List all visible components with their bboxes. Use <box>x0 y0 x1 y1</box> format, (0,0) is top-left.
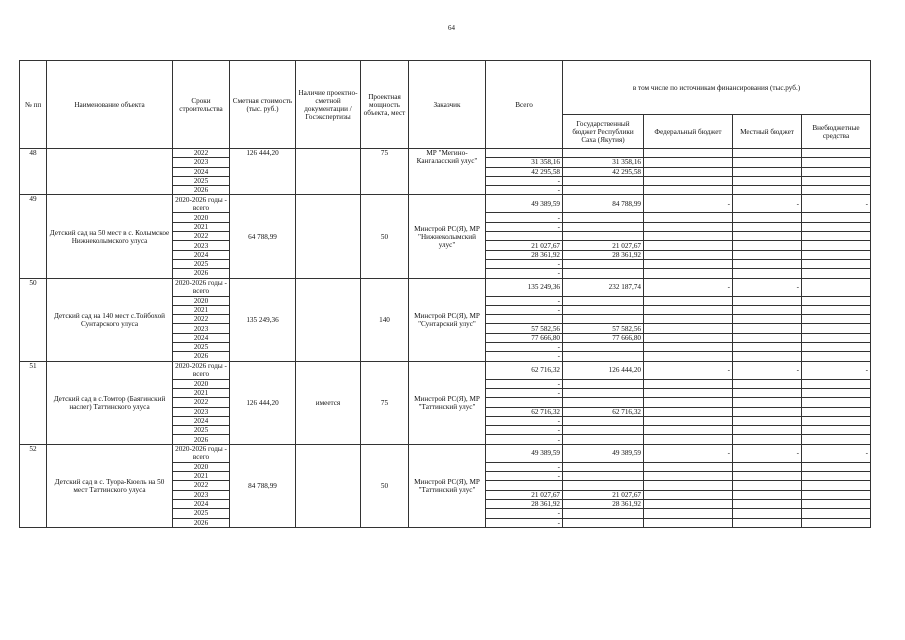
year-state-budget <box>563 509 644 518</box>
year-local-budget <box>733 462 802 471</box>
year-extra-budget <box>802 259 871 268</box>
object-name: Детский сад в с. Туора-Кюель на 50 мест Таттинского улуса <box>47 444 173 527</box>
year-state-budget <box>563 305 644 314</box>
year-federal-budget <box>644 416 733 425</box>
year-extra-budget <box>802 232 871 241</box>
year-local-budget <box>733 186 802 195</box>
year-federal-budget <box>644 241 733 250</box>
year-local-budget <box>733 222 802 231</box>
row-number: 50 <box>20 278 47 361</box>
documentation-status <box>296 149 361 195</box>
year-state-budget <box>563 296 644 305</box>
year-extra-budget <box>802 324 871 333</box>
period-total: 49 389,59 <box>486 195 563 213</box>
year-federal-budget <box>644 269 733 278</box>
year-extra-budget <box>802 352 871 361</box>
period-federal-budget: - <box>644 361 733 379</box>
year-total: - <box>486 426 563 435</box>
year-federal-budget <box>644 407 733 416</box>
year-extra-budget <box>802 499 871 508</box>
period-label: 2020-2026 годы - всего <box>173 444 230 462</box>
year-total: - <box>486 352 563 361</box>
year-cell: 2026 <box>173 352 230 361</box>
year-extra-budget <box>802 158 871 167</box>
year-state-budget: 28 361,92 <box>563 250 644 259</box>
year-federal-budget <box>644 315 733 324</box>
col-cost-header: Сметная стоимость (тыс. руб.) <box>230 61 296 149</box>
year-local-budget <box>733 296 802 305</box>
year-total: 31 358,16 <box>486 158 563 167</box>
year-total: - <box>486 305 563 314</box>
year-state-budget: 21 027,67 <box>563 490 644 499</box>
year-local-budget <box>733 167 802 176</box>
year-federal-budget <box>644 518 733 527</box>
year-federal-budget <box>644 176 733 185</box>
year-state-budget <box>563 232 644 241</box>
col-name-header: Наименование объекта <box>47 61 173 149</box>
year-total <box>486 232 563 241</box>
year-total: - <box>486 269 563 278</box>
table-row <box>20 361 871 379</box>
documentation-status <box>296 278 361 361</box>
year-local-budget <box>733 416 802 425</box>
table-row <box>20 444 871 462</box>
period-federal-budget: - <box>644 278 733 296</box>
period-local-budget: - <box>733 278 802 296</box>
capacity: 75 <box>361 361 409 444</box>
col-extra-header: Внебюджетные средства <box>802 115 871 149</box>
year-extra-budget <box>802 481 871 490</box>
period-local-budget: - <box>733 195 802 213</box>
year-local-budget <box>733 158 802 167</box>
year-state-budget <box>563 518 644 527</box>
period-extra-budget: - <box>802 195 871 213</box>
year-state-budget: 31 358,16 <box>563 158 644 167</box>
col-state-header: Государственный бюджет Республики Саха (Якутия) <box>563 115 644 149</box>
year-cell: 2021 <box>173 472 230 481</box>
year-extra-budget <box>802 398 871 407</box>
year-state-budget <box>563 472 644 481</box>
year-cell: 2025 <box>173 343 230 352</box>
period-local-budget: - <box>733 361 802 379</box>
year-cell: 2023 <box>173 407 230 416</box>
year-cell: 2023 <box>173 158 230 167</box>
capacity: 75 <box>361 149 409 195</box>
year-total <box>486 398 563 407</box>
year-total: 62 716,32 <box>486 407 563 416</box>
year-cell: 2026 <box>173 269 230 278</box>
documentation-status <box>296 444 361 527</box>
year-cell: 2025 <box>173 176 230 185</box>
year-cell: 2022 <box>173 398 230 407</box>
year-local-budget <box>733 490 802 499</box>
year-state-budget <box>563 213 644 222</box>
col-federal-header: Федеральный бюджет <box>644 115 733 149</box>
estimated-cost: 135 249,36 <box>230 278 296 361</box>
year-extra-budget <box>802 462 871 471</box>
year-extra-budget <box>802 426 871 435</box>
year-cell: 2026 <box>173 518 230 527</box>
year-cell: 2026 <box>173 186 230 195</box>
year-federal-budget <box>644 352 733 361</box>
year-local-budget <box>733 407 802 416</box>
year-local-budget <box>733 176 802 185</box>
year-local-budget <box>733 472 802 481</box>
period-total: 49 389,59 <box>486 444 563 462</box>
year-total <box>486 481 563 490</box>
capacity: 50 <box>361 444 409 527</box>
year-local-budget <box>733 398 802 407</box>
year-state-budget <box>563 462 644 471</box>
estimated-cost: 64 788,99 <box>230 195 296 278</box>
year-federal-budget <box>644 435 733 444</box>
year-extra-budget <box>802 241 871 250</box>
capacity: 50 <box>361 195 409 278</box>
year-total <box>486 149 563 158</box>
year-local-budget <box>733 435 802 444</box>
year-cell: 2024 <box>173 499 230 508</box>
year-federal-budget <box>644 213 733 222</box>
year-cell: 2020 <box>173 296 230 305</box>
table-row <box>20 195 871 213</box>
object-name: Детский сад в с.Томтор (Баягинский наслег) Таттинского улуса <box>47 361 173 444</box>
year-local-budget <box>733 379 802 388</box>
year-total: 28 361,92 <box>486 499 563 508</box>
year-local-budget <box>733 315 802 324</box>
year-federal-budget <box>644 324 733 333</box>
year-total: - <box>486 435 563 444</box>
col-local-header: Местный бюджет <box>733 115 802 149</box>
year-state-budget <box>563 176 644 185</box>
year-extra-budget <box>802 186 871 195</box>
object-name: Детский сад на 50 мест в с. Колымское Нижнеколымского улуса <box>47 195 173 278</box>
year-cell: 2023 <box>173 490 230 499</box>
period-state-budget: 232 187,74 <box>563 278 644 296</box>
year-local-budget <box>733 259 802 268</box>
year-total: - <box>486 472 563 481</box>
year-local-budget <box>733 426 802 435</box>
year-state-budget <box>563 435 644 444</box>
year-federal-budget <box>644 462 733 471</box>
col-docs-header: Наличие проектно-сметной документации /Госэкспертизы <box>296 61 361 149</box>
year-local-budget <box>733 324 802 333</box>
year-total: 77 666,80 <box>486 333 563 342</box>
object-name <box>47 149 173 195</box>
table-body <box>20 149 871 528</box>
year-federal-budget <box>644 296 733 305</box>
year-local-budget <box>733 481 802 490</box>
col-customer-header: Заказчик <box>409 61 486 149</box>
year-extra-budget <box>802 222 871 231</box>
period-state-budget: 49 389,59 <box>563 444 644 462</box>
year-extra-budget <box>802 472 871 481</box>
period-extra-budget <box>802 278 871 296</box>
period-federal-budget: - <box>644 195 733 213</box>
year-federal-budget <box>644 158 733 167</box>
year-extra-budget <box>802 315 871 324</box>
year-total: - <box>486 296 563 305</box>
col-sources-header: в том числе по источникам финансирования (тыс.руб.) <box>563 61 871 115</box>
year-cell: 2022 <box>173 149 230 158</box>
year-local-budget <box>733 518 802 527</box>
year-local-budget <box>733 305 802 314</box>
year-state-budget <box>563 416 644 425</box>
customer: Минстрой РС(Я), МР "Таттинский улус" <box>409 361 486 444</box>
year-cell: 2024 <box>173 167 230 176</box>
period-extra-budget: - <box>802 444 871 462</box>
year-cell: 2022 <box>173 481 230 490</box>
customer: Минстрой РС(Я), МР "Нижнеколымский улус" <box>409 195 486 278</box>
year-cell: 2021 <box>173 305 230 314</box>
year-total: - <box>486 518 563 527</box>
row-number: 52 <box>20 444 47 527</box>
year-state-budget <box>563 398 644 407</box>
year-local-budget <box>733 232 802 241</box>
year-federal-budget <box>644 343 733 352</box>
year-local-budget <box>733 343 802 352</box>
year-state-budget: 21 027,67 <box>563 241 644 250</box>
year-federal-budget <box>644 472 733 481</box>
year-extra-budget <box>802 379 871 388</box>
year-federal-budget <box>644 250 733 259</box>
year-total: - <box>486 462 563 471</box>
year-state-budget <box>563 222 644 231</box>
year-cell: 2020 <box>173 462 230 471</box>
year-cell: 2024 <box>173 416 230 425</box>
year-local-budget <box>733 499 802 508</box>
year-extra-budget <box>802 407 871 416</box>
year-federal-budget <box>644 222 733 231</box>
year-extra-budget <box>802 509 871 518</box>
period-state-budget: 126 444,20 <box>563 361 644 379</box>
year-cell: 2025 <box>173 259 230 268</box>
year-cell: 2021 <box>173 222 230 231</box>
period-total: 135 249,36 <box>486 278 563 296</box>
year-extra-budget <box>802 149 871 158</box>
year-total: - <box>486 176 563 185</box>
documentation-status: имеется <box>296 361 361 444</box>
period-label: 2020-2026 годы - всего <box>173 278 230 296</box>
year-total: 57 582,56 <box>486 324 563 333</box>
year-federal-budget <box>644 167 733 176</box>
year-state-budget <box>563 259 644 268</box>
year-extra-budget <box>802 176 871 185</box>
year-total: 42 295,58 <box>486 167 563 176</box>
year-total: - <box>486 343 563 352</box>
year-extra-budget <box>802 250 871 259</box>
year-federal-budget <box>644 499 733 508</box>
estimated-cost: 126 444,20 <box>230 149 296 195</box>
year-local-budget <box>733 388 802 397</box>
year-cell: 2025 <box>173 426 230 435</box>
table-row <box>20 149 871 158</box>
period-local-budget: - <box>733 444 802 462</box>
year-total: - <box>486 186 563 195</box>
year-local-budget <box>733 509 802 518</box>
year-total: 21 027,67 <box>486 241 563 250</box>
year-federal-budget <box>644 388 733 397</box>
year-federal-budget <box>644 509 733 518</box>
year-federal-budget <box>644 379 733 388</box>
year-extra-budget <box>802 388 871 397</box>
year-federal-budget <box>644 232 733 241</box>
col-terms-header: Сроки строительства <box>173 61 230 149</box>
year-cell: 2020 <box>173 379 230 388</box>
table-row <box>20 278 871 296</box>
year-state-budget <box>563 315 644 324</box>
year-state-budget: 77 666,80 <box>563 333 644 342</box>
year-total: 28 361,92 <box>486 250 563 259</box>
estimated-cost: 126 444,20 <box>230 361 296 444</box>
customer: Минстрой РС(Я), МР "Таттинский улус" <box>409 444 486 527</box>
year-federal-budget <box>644 186 733 195</box>
year-extra-budget <box>802 296 871 305</box>
year-federal-budget <box>644 149 733 158</box>
year-total: - <box>486 388 563 397</box>
col-total-header: Всего <box>486 61 563 149</box>
year-total: - <box>486 222 563 231</box>
customer: МР "Мегино-Кангаласский улус" <box>409 149 486 195</box>
year-federal-budget <box>644 398 733 407</box>
page-number: 64 <box>448 24 455 32</box>
year-local-budget <box>733 250 802 259</box>
year-state-budget <box>563 269 644 278</box>
row-number: 48 <box>20 149 47 195</box>
year-extra-budget <box>802 490 871 499</box>
period-label: 2020-2026 годы - всего <box>173 361 230 379</box>
year-federal-budget <box>644 305 733 314</box>
year-local-budget <box>733 241 802 250</box>
year-extra-budget <box>802 416 871 425</box>
year-total: - <box>486 259 563 268</box>
period-state-budget: 84 788,99 <box>563 195 644 213</box>
year-local-budget <box>733 333 802 342</box>
year-local-budget <box>733 213 802 222</box>
year-federal-budget <box>644 481 733 490</box>
row-number: 49 <box>20 195 47 278</box>
year-extra-budget <box>802 269 871 278</box>
year-state-budget <box>563 149 644 158</box>
period-federal-budget: - <box>644 444 733 462</box>
capacity: 140 <box>361 278 409 361</box>
year-cell: 2020 <box>173 213 230 222</box>
year-state-budget <box>563 186 644 195</box>
period-total: 62 716,32 <box>486 361 563 379</box>
year-local-budget <box>733 269 802 278</box>
year-state-budget <box>563 388 644 397</box>
year-state-budget: 28 361,92 <box>563 499 644 508</box>
year-cell: 2025 <box>173 509 230 518</box>
year-cell: 2022 <box>173 232 230 241</box>
col-capacity-header: Проектная мощность объекта, мест <box>361 61 409 149</box>
year-federal-budget <box>644 426 733 435</box>
year-total <box>486 315 563 324</box>
year-extra-budget <box>802 333 871 342</box>
estimated-cost: 84 788,99 <box>230 444 296 527</box>
year-local-budget <box>733 352 802 361</box>
year-total: 21 027,67 <box>486 490 563 499</box>
year-extra-budget <box>802 518 871 527</box>
year-total: - <box>486 213 563 222</box>
year-total: - <box>486 416 563 425</box>
year-total: - <box>486 379 563 388</box>
year-federal-budget <box>644 259 733 268</box>
year-cell: 2024 <box>173 333 230 342</box>
row-number: 51 <box>20 361 47 444</box>
year-extra-budget <box>802 213 871 222</box>
col-num-header: № пп <box>20 61 47 149</box>
year-state-budget: 57 582,56 <box>563 324 644 333</box>
year-federal-budget <box>644 490 733 499</box>
year-federal-budget <box>644 333 733 342</box>
year-state-budget <box>563 379 644 388</box>
year-state-budget <box>563 426 644 435</box>
year-local-budget <box>733 149 802 158</box>
year-cell: 2024 <box>173 250 230 259</box>
year-extra-budget <box>802 343 871 352</box>
year-state-budget: 42 295,58 <box>563 167 644 176</box>
year-extra-budget <box>802 167 871 176</box>
financing-table <box>19 60 871 528</box>
year-cell: 2021 <box>173 388 230 397</box>
year-cell: 2023 <box>173 241 230 250</box>
documentation-status <box>296 195 361 278</box>
year-state-budget: 62 716,32 <box>563 407 644 416</box>
year-cell: 2026 <box>173 435 230 444</box>
year-state-budget <box>563 352 644 361</box>
period-label: 2020-2026 годы - всего <box>173 195 230 213</box>
year-extra-budget <box>802 305 871 314</box>
year-state-budget <box>563 343 644 352</box>
year-state-budget <box>563 481 644 490</box>
year-cell: 2022 <box>173 315 230 324</box>
object-name: Детский сад на 140 мест с.Тойбохой Сунтарского улуса <box>47 278 173 361</box>
year-total: - <box>486 509 563 518</box>
year-cell: 2023 <box>173 324 230 333</box>
period-extra-budget: - <box>802 361 871 379</box>
customer: Минстрой РС(Я), МР "Сунтарский улус" <box>409 278 486 361</box>
year-extra-budget <box>802 435 871 444</box>
